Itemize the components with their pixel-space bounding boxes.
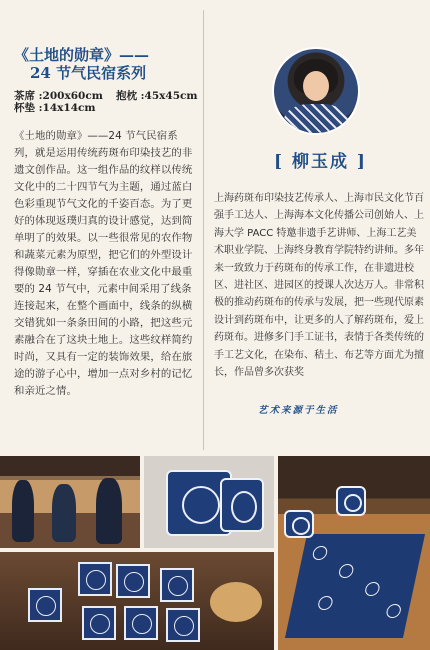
runner-pattern [312, 546, 329, 560]
photo-pillows [144, 456, 274, 548]
coaster [78, 562, 112, 596]
artist-name: [ 柳玉成 ] [274, 152, 367, 172]
artist-portrait [274, 49, 358, 133]
garment-figure [96, 478, 122, 544]
work-subtitle: 24 节气民宿系列 [30, 64, 147, 82]
teapot [210, 582, 262, 622]
pillow [220, 478, 264, 532]
pillow [336, 486, 366, 516]
runner-pattern [385, 604, 402, 618]
garment-figure [52, 484, 76, 542]
work-title: 《土地的勋章》—— [14, 46, 150, 64]
work-description [14, 128, 194, 400]
garment-figure [12, 480, 34, 542]
coaster [82, 606, 116, 640]
coaster [116, 564, 150, 598]
portrait-face [303, 71, 329, 101]
portrait-clothing [284, 104, 348, 133]
runner-pattern [338, 564, 355, 578]
artist-bio: 上海药斑布印染技艺传承人、上海市民文化节百强手工达人、上海海本文化传播公司创始人、上海大学 PACC 特邀非遗手艺讲师、上海工艺美术职业学院、上海终身教育学院特约讲师。多年来一致致力于药斑布的传承工作，在非遗进校区、进社区、进园区的授课人次达万人。非常积极的推动药斑布的传承与发展，把一些现代原素设计到药斑布中，让更多的人了解药斑布，爱上药斑布。进修多门手工证书，表情于各类传统的手工艺文化，在染布、秸土、布艺等方面尤为擅长，作品曾多次获奖 [214, 193, 424, 379]
runner-pattern [364, 582, 381, 596]
spec-tablecloth: 茶席 :200x60cm [14, 90, 103, 102]
coaster [166, 608, 200, 642]
coaster [124, 606, 158, 640]
photo-tea-table [278, 456, 430, 650]
pillow [284, 510, 314, 538]
column-divider [203, 10, 204, 450]
coaster [28, 588, 62, 622]
photo-coasters [0, 552, 274, 650]
coaster [160, 568, 194, 602]
slogan: 艺术来源于生活 [258, 405, 339, 416]
spec-coaster: 杯垫 :14x14cm [14, 102, 96, 114]
spec-pillow: 抱枕 :45x45cm [116, 90, 198, 102]
table-runner [285, 534, 425, 638]
runner-pattern [317, 596, 334, 610]
work-description-text: 《土地的勋章》——24 节气民宿系列，就是运用传统药斑布印染技艺的非遗文创作品。这一组作品的纹样以传统文化中的二十四节气为主题，通过蓝白色彩重现节气文化的千姿百态。为了更好的体现返璞归真的设计感觉，达到简单明了的效果。以一些很常见的农作物和蔬菜元素为原型，把它们的外型设计得像勋章一样，穿插在农业文化中最重要的 24 节气中，元素中间采用了线条连接起来，在整个画面中，线条的纵横交错犹如一条条田间的小路，把这些元素融合在了这块土地上。这些纹样简约时尚，又具有一定的装饰效果，给在旅途的游子心中，增加一点对乡村的记忆和亲近之情。 [14, 130, 193, 397]
photo-exhibition [0, 456, 140, 548]
